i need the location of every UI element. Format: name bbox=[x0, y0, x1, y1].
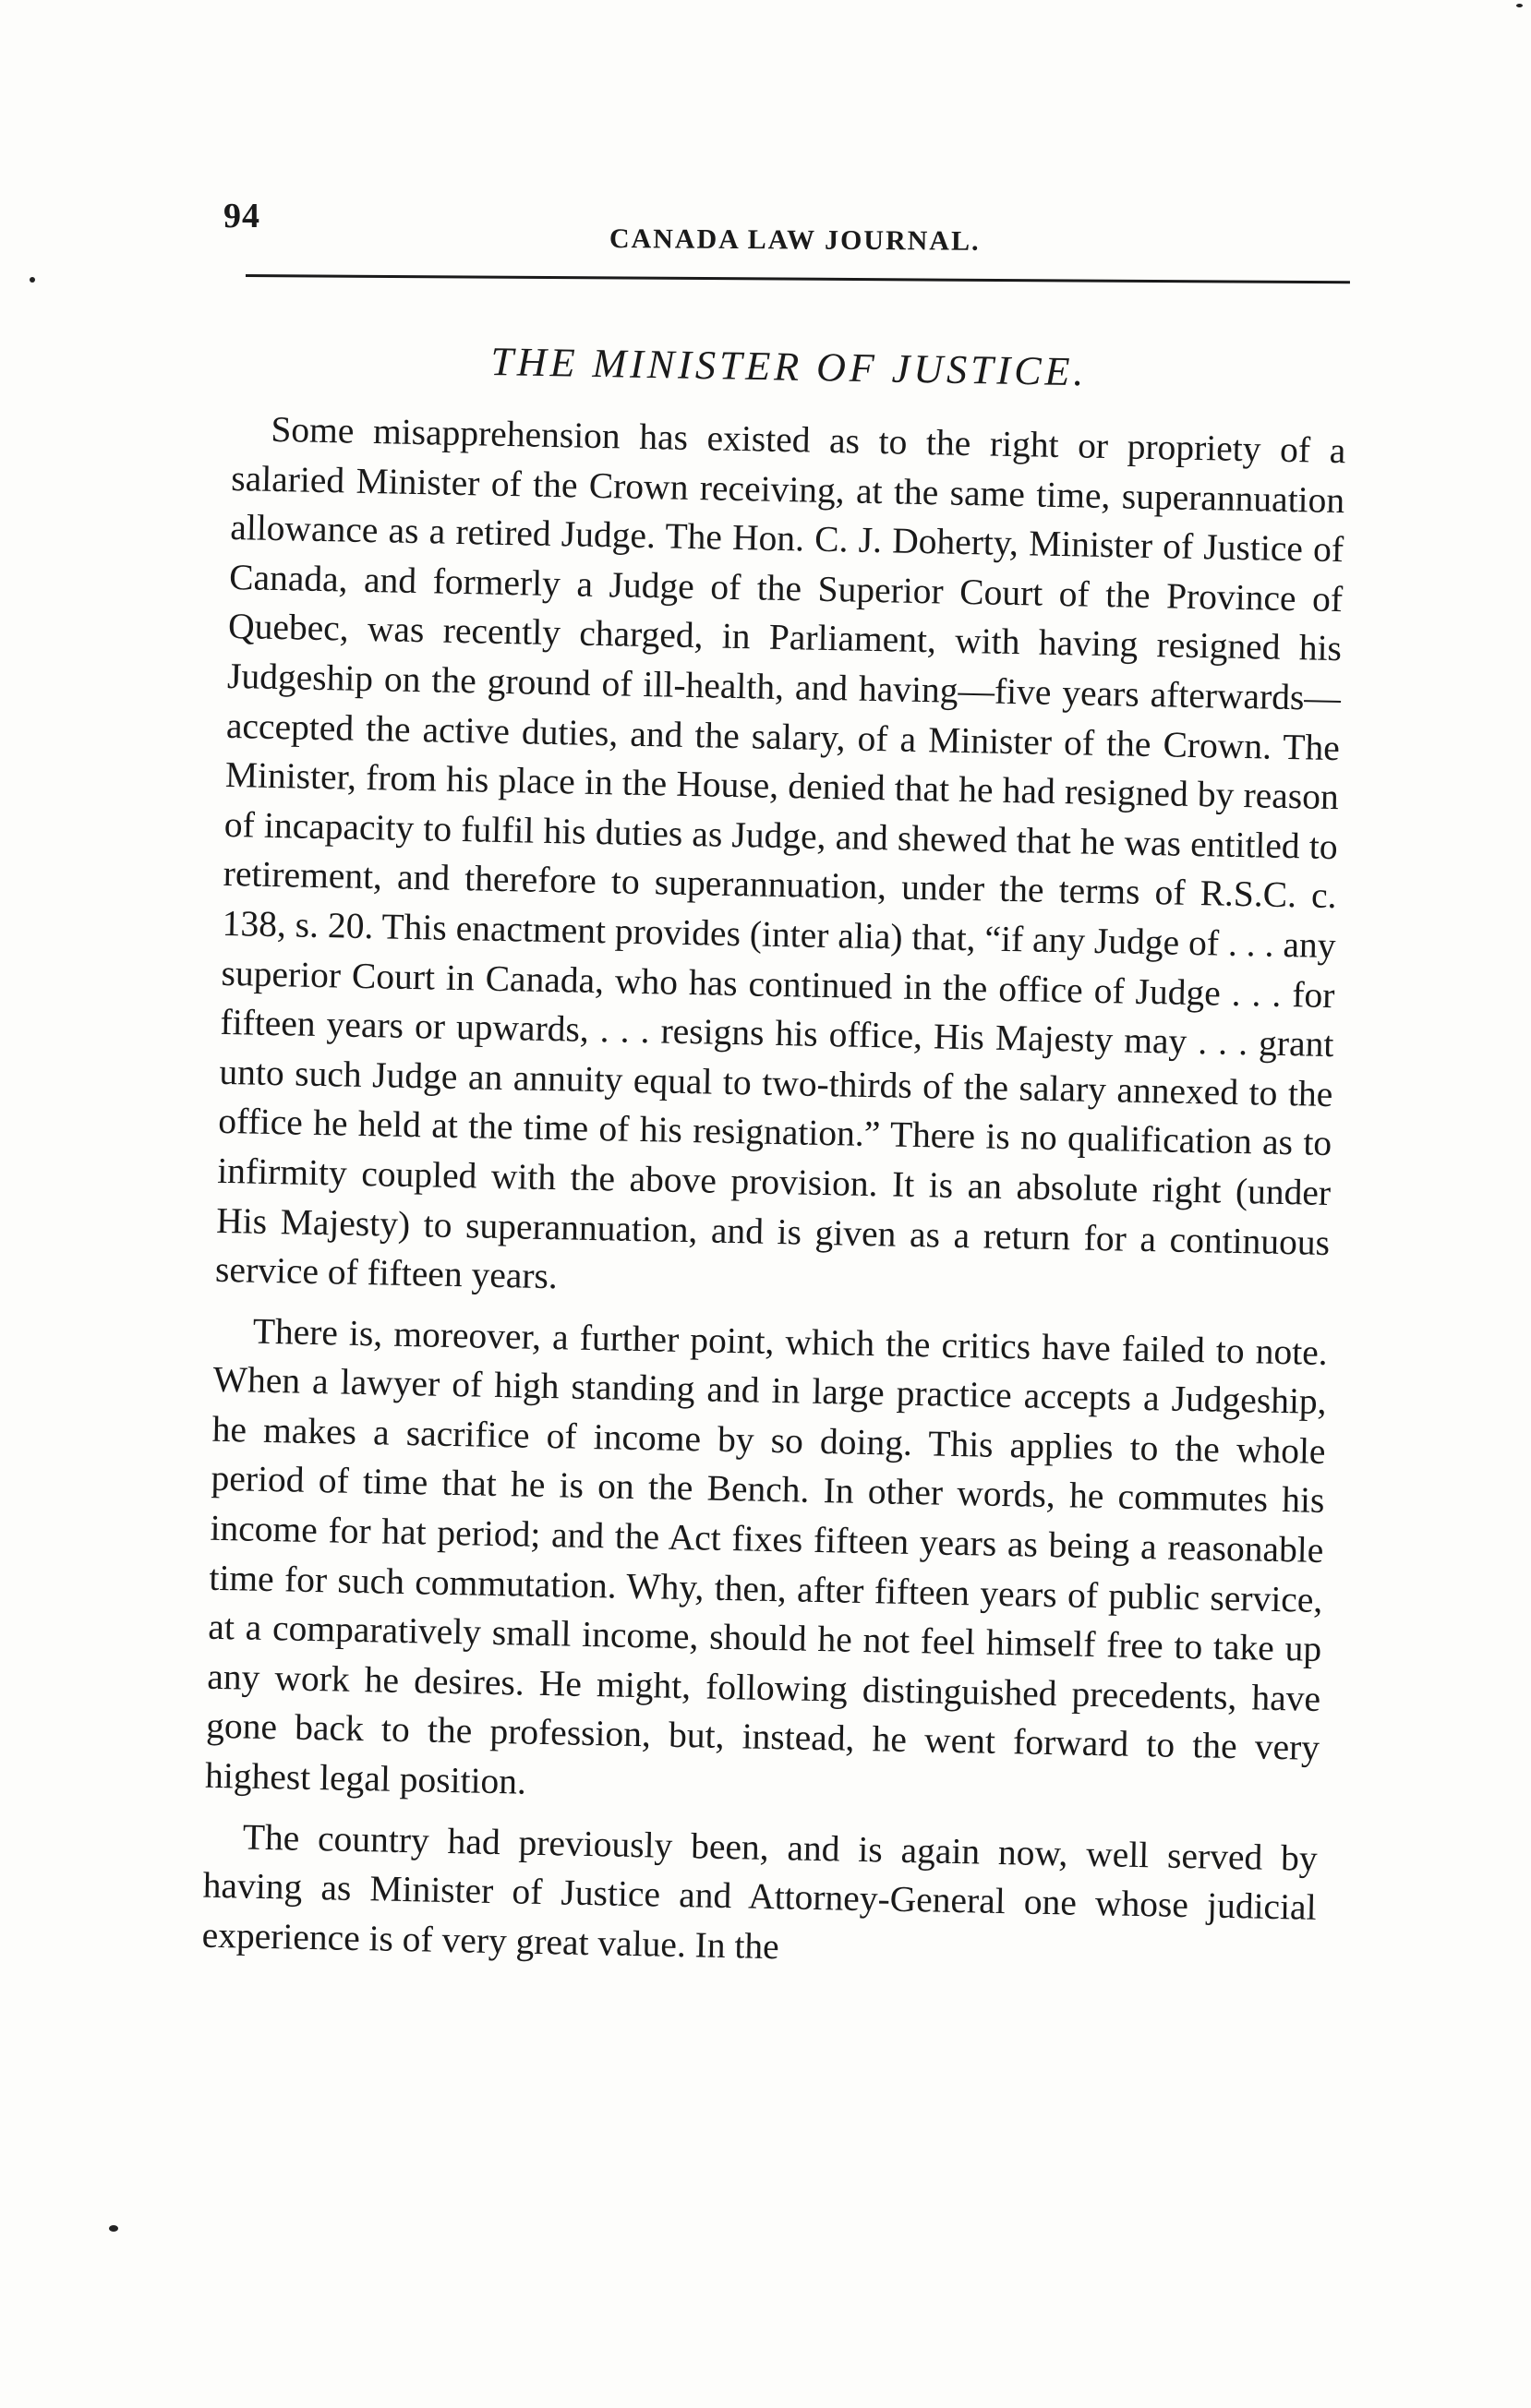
page-number: 94 bbox=[223, 197, 260, 235]
scan-speck bbox=[1516, 4, 1523, 7]
article-body bbox=[201, 404, 1346, 1982]
header-rule bbox=[246, 274, 1350, 283]
article-title: THE MINISTER OF JUSTICE. bbox=[490, 338, 1088, 395]
scan-speck bbox=[30, 277, 35, 283]
paragraph: The country had previously been, and is again now, well served by having as Minister of Justice and Attorney-General one whose judicial experience is of very great value. In the bbox=[201, 1816, 1319, 1968]
running-head: CANADA LAW JOURNAL. bbox=[609, 223, 981, 257]
paragraph: There is, moreover, a further point, which the critics have failed to note. When a lawyer of high standing and in large practice accepts a Judgeship, he makes a sacrifice of income by so doing. This applies to the whole period of time that he is on the Bench. In other words, he commutes his income for hat period; and the Act fixes fifteen years as being a reasonable time for such commutation. Why, then, after fifteen years of public service, at a comparatively small income, should he not feel himself free to take up any work he desires. He might, following distinguished precedents, have gone back to the profession, but, instead, he went forward to the very highest legal position. bbox=[204, 1310, 1329, 1802]
paragraph: Some misapprehension has existed as to the right or propriety of a salaried Minister of the Crown receiving, at the same time, superannuation allowance as a retired Judge. The Hon. C. J. Doherty, Minister of Justice of Canada, and formerly a Judge of the Superior Court of the Province of Quebec, was recently charged, in Parliament, with having resigned his Judgeship on the ground of ill-health, and having—five years afterwards— accepted the active duties, and the salary, of a Minister of the Crown. The Minister, from his place in the House, denied that he had resigned by reason of incapacity to fulfil his duties as Judge, and shewed that he was entitled to retirement, and therefore to superannuation, under the terms of R.S.C. c. 138, s. 20. This enactment provides (inter alia) that, “if any Judge of . . . any superior Court in Canada, who has continued in the office of Judge . . . for fifteen years or upwards, . . . resigns his office, His Majesty may . . . grant unto such Judge an annuity equal to two-thirds of the salary annexed to the office he held at the time of his resignation.” There is no qualification as to infirmity coupled with the above provision. It is an absolute right (under His Majesty) to superannuation, and is given as a return for a continuous service of fifteen years. bbox=[214, 408, 1346, 1297]
scan-speck bbox=[109, 2225, 118, 2232]
